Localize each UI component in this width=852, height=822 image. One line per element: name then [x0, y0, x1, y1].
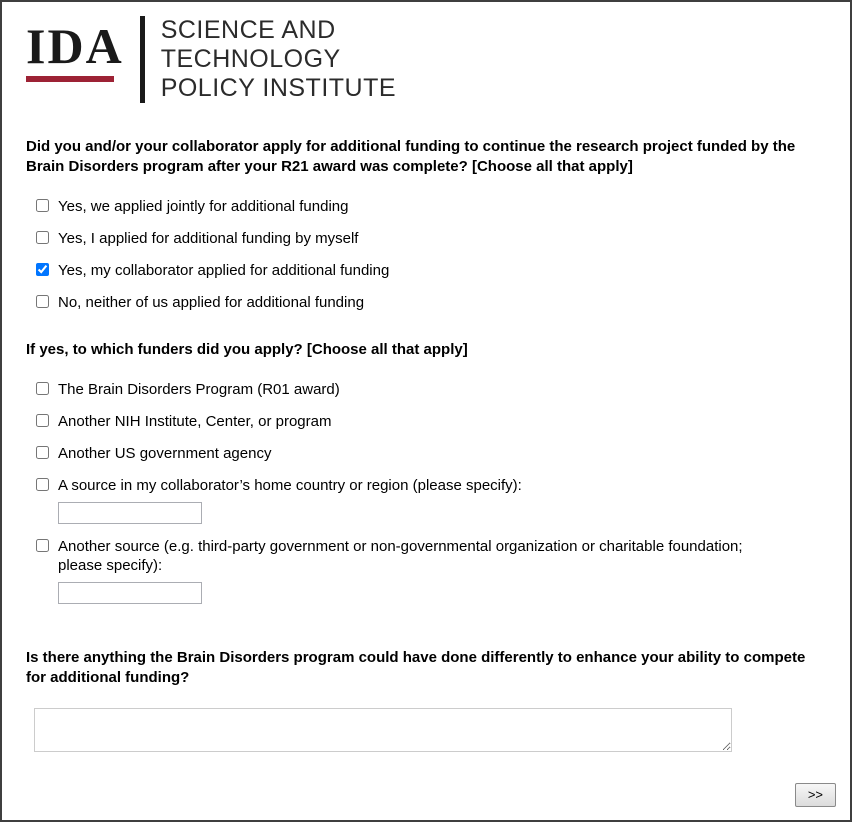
checkbox-q2-nih-institute[interactable]: [36, 414, 49, 427]
checkbox-q1-collaborator[interactable]: [36, 263, 49, 276]
question-2-options: [36, 380, 826, 604]
specify-input-home-country[interactable]: [58, 502, 202, 524]
question-1-text: Did you and/or your collaborator apply for additional funding to continue the research project funded by the Brain Disorders program after your R21 award was complete? [Choose all that apply]: [26, 138, 796, 175]
option-row-q1-collaborator[interactable]: [36, 261, 826, 280]
option-label: Yes, I applied for additional funding by myself: [58, 230, 359, 247]
option-label: A source in my collaborator’s home country or region (please specify):: [58, 477, 522, 494]
logo-line-1: SCIENCE AND: [160, 16, 336, 44]
option-row-q2-nih-institute[interactable]: [36, 412, 826, 431]
checkbox-q2-home-country[interactable]: [36, 478, 49, 491]
logo-divider-bar: [140, 16, 145, 103]
ida-logo-acronym: IDA: [26, 18, 124, 74]
option-row-q2-other-source[interactable]: [36, 537, 826, 604]
option-label: Another NIH Institute, Center, or program: [58, 413, 332, 430]
checkbox-q1-neither[interactable]: [36, 295, 49, 308]
checkbox-q1-jointly[interactable]: [36, 199, 49, 212]
checkbox-q2-us-gov-agency[interactable]: [36, 446, 49, 459]
open-response-textarea[interactable]: [34, 708, 732, 752]
option-row-q2-home-country[interactable]: [36, 476, 826, 524]
question-3-text: Is there anything the Brain Disorders program could have done differently to enhance your ability to compete for additional funding?: [26, 649, 806, 686]
option-label: No, neither of us applied for additional funding: [58, 294, 365, 311]
ida-stpi-logo: [26, 16, 826, 103]
checkbox-q1-myself[interactable]: [36, 231, 49, 244]
logo-line-3: POLICY INSTITUTE: [160, 74, 397, 102]
option-label: Another US government agency: [58, 445, 272, 462]
question-1-options: [36, 197, 826, 312]
option-row-q1-neither[interactable]: [36, 293, 826, 312]
logo-institute-name: [161, 16, 396, 103]
option-label: Yes, my collaborator applied for additional funding: [58, 262, 390, 279]
option-row-q1-myself[interactable]: [36, 229, 826, 248]
option-row-q1-jointly[interactable]: [36, 197, 826, 216]
logo-line-2: TECHNOLOGY: [160, 45, 341, 73]
checkbox-q2-other-source[interactable]: [36, 539, 49, 552]
checkbox-q2-brain-disorders[interactable]: [36, 382, 49, 395]
specify-input-other-source[interactable]: [58, 582, 202, 604]
option-label: The Brain Disorders Program (R01 award): [58, 381, 340, 398]
question-2-text: If yes, to which funders did you apply? [Choose all that apply]: [26, 341, 468, 358]
next-page-button[interactable]: >>: [795, 783, 836, 807]
question-3-answer-area: [34, 708, 826, 757]
option-row-q2-brain-disorders[interactable]: [36, 380, 826, 399]
option-row-q2-us-gov-agency[interactable]: [36, 444, 826, 463]
option-label: Yes, we applied jointly for additional funding: [58, 198, 349, 215]
option-label: Another source (e.g. third-party government or non-governmental organization or charitable foundation; please specify):: [58, 538, 743, 574]
logo-red-underline: [26, 76, 114, 82]
